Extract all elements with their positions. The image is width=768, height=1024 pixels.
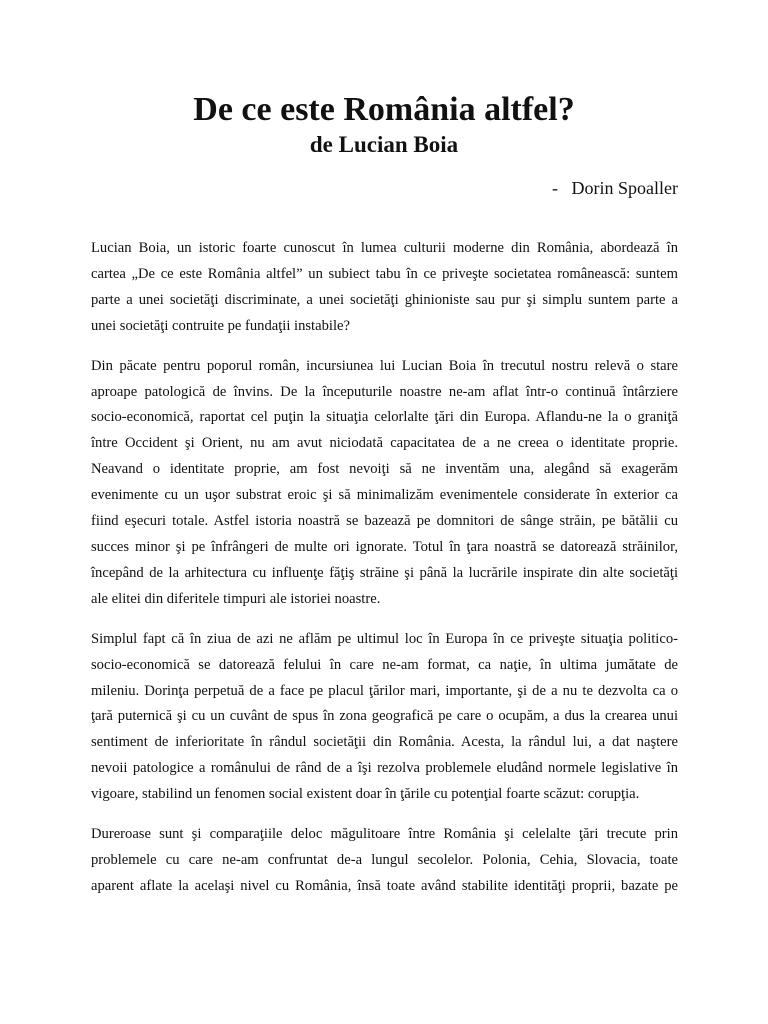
text-line: unei societăţi contruite pe fundaţii instabile?	[91, 317, 350, 334]
text-line: succes minor şi pe înfrângeri de multe ori ignorate. Totul în ţara noastră se datorează străinilor,	[91, 538, 678, 555]
paragraph-1	[91, 236, 678, 340]
text-line: vigoare, stabilind un fenomen social existent doar în ţările cu potenţial foarte scăzut: corupţia.	[91, 786, 640, 803]
text-line: ale elitei din diferitele timpuri ale istoriei noastre.	[91, 590, 381, 607]
text-line: Dureroase sunt şi comparaţiile deloc măgulitoare între România şi celelalte ţări trecute prin	[91, 826, 678, 843]
paragraph-3	[91, 627, 678, 808]
text-line: problemele cu care ne-am confruntat de-a lungul secolelor. Polonia, Cehia, Slovacia, toate	[91, 851, 678, 868]
text-line: Din păcate pentru poporul român, incursiunea lui Lucian Boia în trecutul nostru relevă o stare	[91, 357, 678, 374]
document-title: De ce este România altfel?	[193, 91, 575, 128]
text-line: Lucian Boia, un istoric foarte cunoscut în lumea culturii moderne din România, abordează în	[91, 240, 678, 256]
text-line: ţară puternică şi cu un cuvânt de spus în zona geografică pe care o ocupăm, a dus la crearea unui	[91, 708, 678, 725]
text-line: socio-economică, raportat cel puţin la situaţia celorlalte ţări din Europa. Aflandu-ne la o graniţă	[91, 409, 678, 426]
text-line: parte a unei societăţi discriminate, a unei societăţi ghinioniste sau pur şi simplu suntem parte a	[91, 291, 678, 308]
paragraph-2	[91, 354, 678, 613]
text-line: aproape patologică de învins. De la începuturile noastre ne-am aflat într-o continuă întârziere	[91, 383, 678, 400]
text-line: Simplul fapt că în ziua de azi ne aflăm pe ultimul loc în Europa în ce priveşte situaţia politico-	[91, 630, 678, 647]
text-line: cartea „De ce este România altfel” un subiect tabu în ce priveşte societatea românească: suntem	[91, 265, 678, 282]
text-line: socio-economică se datorează felului în care ne-am format, ca naţie, în ultima jumătate de	[91, 656, 678, 673]
text-line: Neavand o identitate proprie, am fost nevoiţi să ne inventăm una, alegând să exagerăm	[91, 461, 678, 478]
text-line: evenimente cu un uşor substrat eroic şi să minimalizăm evenimentele considerate în exterior ca	[91, 487, 678, 504]
text-line: între Occident şi Orient, nu am avut niciodată capacitatea de a ne creea o identitate proprie.	[91, 435, 678, 452]
text-line: nevoii patologice a românului de rând de a îşi rezolva problemele eludând normele legislative în	[91, 760, 678, 777]
document-subtitle: de Lucian Boia	[309, 132, 459, 157]
paragraph-4	[91, 822, 678, 900]
text-line: fiind eşecuri totale. Astfel istoria noastră se bazează pe domnitori de sânge străin, pe bătălii cu	[91, 513, 678, 530]
document-body	[91, 236, 678, 914]
text-line: aparent aflate la acelaşi nivel cu România, însă toate având stabilite identităţi proprii, bazate pe	[91, 877, 678, 894]
text-line: mileniu. Dorinţa perpetuă de a face pe placul ţărilor mari, importante, şi de a nu te dezvolta ca o	[91, 682, 678, 699]
text-line: sentiment de inferioritate în rândul societăţii din România. Acesta, la rândul lui, a dat naştere	[91, 734, 678, 751]
author-line: - Dorin Spoaller	[552, 178, 678, 198]
text-line: începând de la arhitectura cu influenţe făţiş străine şi până la lucrările inspirate din alte societăţi	[91, 564, 678, 581]
